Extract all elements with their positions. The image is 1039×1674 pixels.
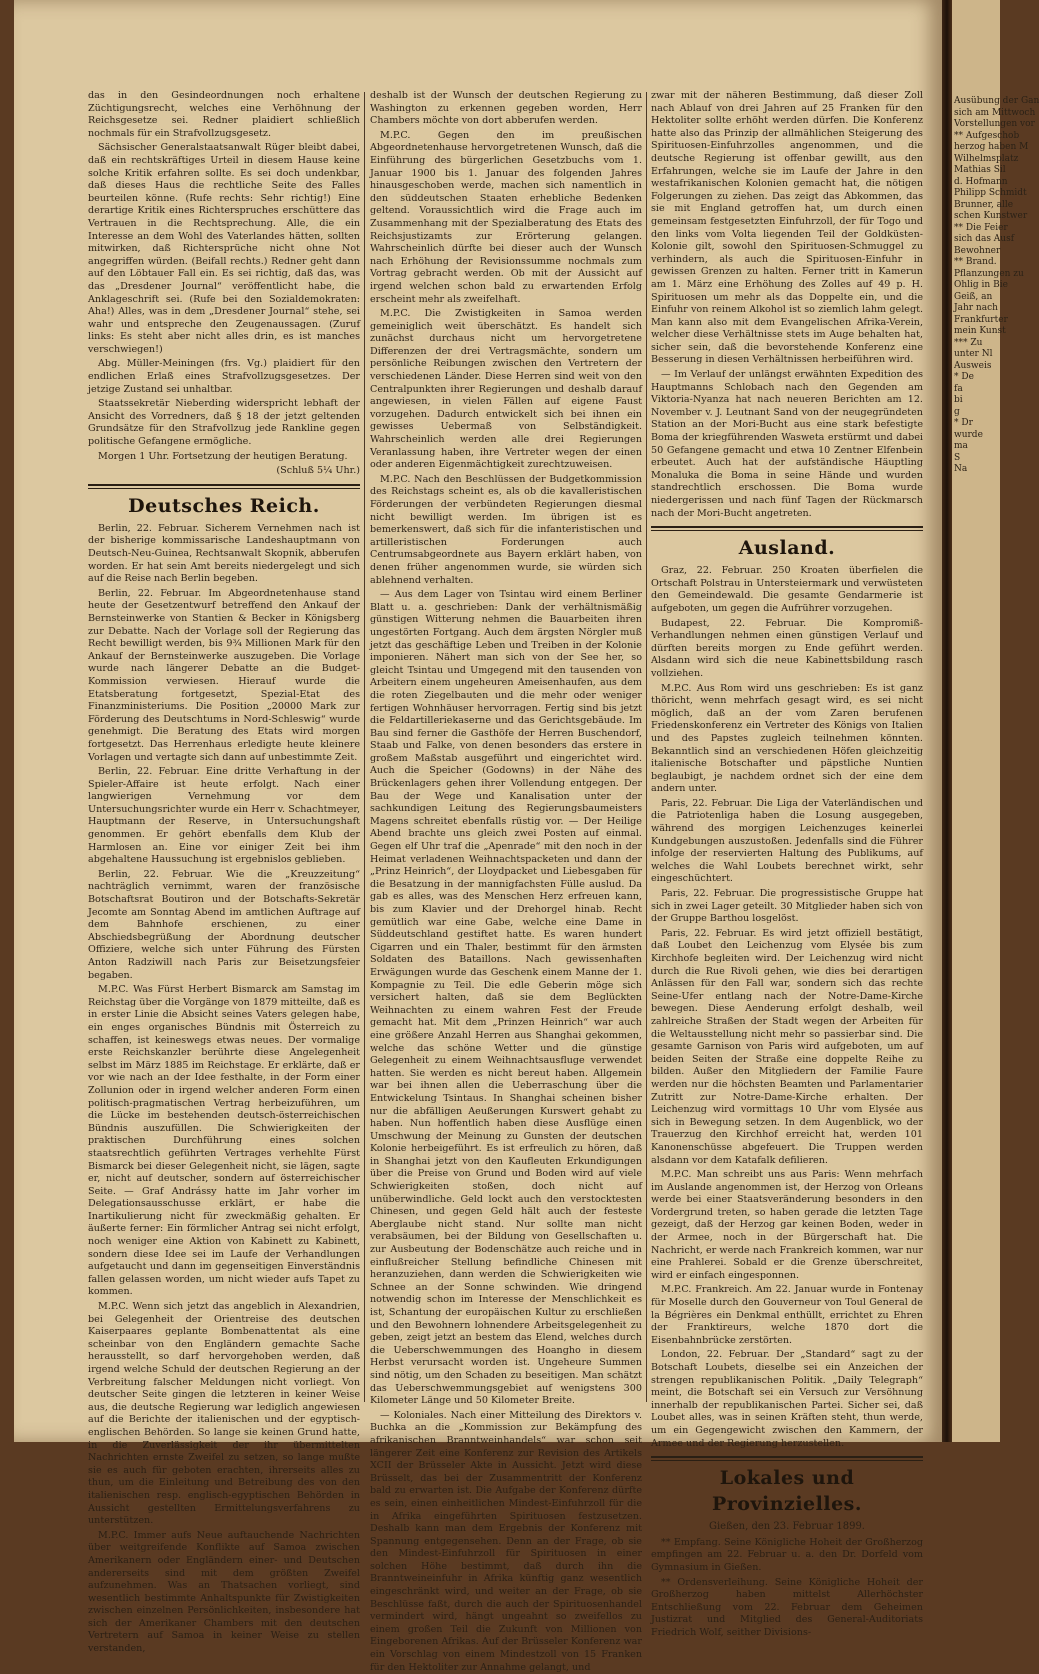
edge-text-line: ** Aufgeschob (954, 130, 1020, 141)
section-rule (88, 484, 360, 489)
edge-text-line: Geiß, an (954, 291, 993, 302)
edge-text-line: ** Brand. (954, 257, 997, 267)
news-item: Berlin, 22. Februar. Wie die „Kreuzzeitung“ nachträglich vernimmt, waren der französische Botschaftsrat Boutiron und der Botschafts-Sekretär Jecomte am Sonntag Abend im amtlichen Auftrage auf dem Bahnhofe erschienen, zu einer Abschiedsbegrüßung der Abordnung deutscher Offiziere, welche sich unter Führung des Fürsten Anton Radziwill nach Paris zur Beisetzungsfeier begaben. (88, 868, 360, 981)
edge-text-line: * De (954, 372, 974, 382)
article-paragraph: Staatssekretär Nieberding widerspricht lebhaft der Ansicht des Vorredners, daß § 18 der jetzt geltenden Grundsätze für den Strafvollzug jede Rankline gegen politische Gefangene ermögliche. (88, 398, 360, 448)
edge-text-line: g (954, 406, 960, 417)
edge-text-line: ma (954, 441, 968, 451)
book-gutter (942, 0, 952, 1442)
edge-text-line: Mathias Sil (954, 165, 1006, 175)
column-divider (646, 92, 647, 1402)
edge-text-line: ** Die Feier (954, 222, 1008, 233)
article-paragraph: Sächsischer Generalstaatsanwalt Rüger bleibt dabei, daß ein rechtskräftiges Urteil in diesem Hause keine solche Kritik erfahren sollte. Es sei doch undenkbar, daß dieses Haus die rechtliche Seite des Falles beurteilen könne. (Rufe rechts: Sehr richtig!) Eine derartige Kritik eines Richterspruches erschüttere das Vertrauen in die Rechtsprechung. Alle, die ein Interesse an dem Wohl des Vaterlandes hätten, sollten mitwirken, daß Richtersprüche nicht ohne Not angegriffen würden. (Beifall rechts.) Redner geht dann auf den Löbtauer Fall ein. Es sei richtig, daß das, was das „Dresdener Journal“ veröffentlicht habe, die Anklageschrift sei. (Rufe bei den Sozialdemokraten: Aha!) Alles, was in dem „Dresdener Journal“ stehe, sei wahr und entspreche den Zeugenaussagen. (Zuruf links: Es steht aber nicht alles drin, es ist manches verschwiegen!) (88, 142, 360, 355)
dateline: Gießen, den 23. Februar 1899. (708, 1521, 865, 1533)
edge-text-line: * Dr (954, 418, 973, 428)
edge-text-line: Brunner, alle (954, 199, 1014, 210)
section-heading-deutsches-reich: Deutsches Reich. (128, 494, 320, 517)
news-item: ** Ordensverleihung. Seine Königliche Hoheit der Großherzog haben mittelst Allerhöchster Entschließung vom 22. Februar dem Geheimen Justizrat und Mitglied des General-Auditoriats Friedrich Wolf, seither Divisions- (651, 1576, 923, 1638)
column-1 (88, 90, 360, 1655)
edge-text-line: mein Kunst (954, 326, 1006, 336)
news-item: Berlin, 22. Februar. Eine dritte Verhaftung in der Spieler-Affaire ist heute erfolgt. Nach einer langwierigen Vernehmung vor dem Untersuchungsrichter wurde ein Herr v. Schachtmeyer, Hauptmann der Reserve, in Untersuchungshaft genommen. Er gehört ebenfalls dem Klub der Harmlosen an. Eine vor einiger Zeit bei ihm abgehaltene Haussuchung ist ergebnislos geblieben. (88, 766, 360, 866)
edge-text-line: schen Kunstwer (954, 211, 1028, 221)
column-divider (364, 92, 365, 1402)
news-item: Graz, 22. Februar. 250 Kroaten überfielen die Ortschaft Polstrau in Untersteiermark und verwüsteten den Gemeindewald. Die gesamte Gendarmerie ist aufgeboten, um gegen die Aufrührer vorzugehen. (651, 565, 923, 614)
adjacent-page-edge (952, 0, 1039, 1442)
edge-text-line: Na (954, 464, 968, 474)
column-2 (370, 90, 642, 1673)
section-heading-ausland: Ausland. (738, 537, 836, 560)
edge-text-line: Vorstellungen vor (954, 119, 1035, 129)
edge-text-line: wurde (954, 429, 983, 440)
news-item: — Aus dem Lager von Tsintau wird einem Berliner Blatt u. a. geschrieben: Dank der verhältnismäßig günstigen Witterung nehmen die Bauarbeiten ihren ungestörten Fortgang. Auch dem ärgsten Nörgler muß jetzt das geschäftige Leben und Treiben in der Kolonie imponieren. Nähert man sich von der See her, so gleicht Tsintau und Umgegend mit den tausenden von Arbeitern einem ungeheuren Ameisenhaufen, aus dem die roten Ziegelbauten und die mehr oder weniger fertigen Wohnhäuser hervorragen. Fertig sind bis jetzt die Feldartilleriekaserne und das Gerichtsgebäude. Im Bau sind ferner die Gasthöfe der Herren Buschendorf, Staab und Falke, von denen besonders das erstere in großem Maßstab ausgeführt und eingerichtet wird. Auch die Speicher (Godowns) in der Nähe des Brückenlagers gehen ihrer Vollendung entgegen. Der Bau der Wege und Kanalisation unter der sachkundigen Leitung des Regierungsbaumeisters Magens schreitet ebenfalls rüstig vor. — Der Heilige Abend brachte uns gleich zwei Posten auf einmal. Gegen elf Uhr traf die „Apenrade“ mit den noch in der Heimat verladenen Weihnachtspacketen und dann der „Prinz Heinrich“, der Lloydpacket und Liebesgaben für die Besatzung in der mannigfachsten Fülle auslud. Da gab es alles, was des Menschen Herz erfreuen kann, bis zum Klavier und der Drehorgel hinab. Recht gemütlich war eine Gabe, welche eine Dame in Süddeutschland gestiftet hatte. Es waren hundert Cigarren und ein Thaler, bestimmt für den ärmsten Soldaten des Bataillons. Nach gewissenhaften Erwägungen wurde das Geschenk einem Manne der 1. Kompagnie zu Teil. Die edle Geberin möge sich versichert halten, daß sie dem Beglückten Weihnachten zu einem wahren Fest der Freude gemacht hat. Mit dem „Prinzen Heinrich“ war auch eine größere Anzahl Herren aus Shanghai gekommen, welche das schöne Wetter und die günstige Gelegenheit zu einem Weihnachtsausfluge verwendet hatten. Sie werden es nicht bereut haben. Allgemein war bei ihnen allen die Ueberraschung über die Entwickelung Tsintaus. In Shanghai scheinen bisher nur die abfälligen Aeußerungen Kurswert gehabt zu haben. Nun hoffentlich haben diese Ausflüge einen Umschwung der Meinung zu Gunsten der deutschen Kolonie herbeigeführt. Es ist erfreulich zu hören, daß in Shanghai jetzt von den Kaufleuten Erkundigungen über die Preise von Grund und Boden wird auf viele Schwierigkeiten stoßen, doch nicht auf unüberwindliche. Geld lockt auch den verstocktesten Chinesen, und gegen Geld hält auch der festeste Aberglaube nicht stand. Nur sollte man nicht verabsäumen, bei der Bildung von Gesellschaften u. zur Ausbeutung der Bodenschätze auch reiche und in einflußreicher Stellung befindliche Chinesen mit heranzuziehen, dann werden die Schwierigkeiten wie Schnee an der Sonne schwinden. Wie dringend notwendig schon im Interesse der Menschlichkeit es ist, Schantung der europäischen Kultur zu erschließen und den Bewohnern lohnendere Arbeitsgelegenheit zu geben, zeigt jetzt an bestem das Elend, welches durch die Ueberschwemmungen des Hoangho in diesem Herbst verursacht worden ist. Ungeheure Summen sind nötig, um den Schaden zu beseitigen. Man schätzt das Ueberschwemmungsgebiet auf wenigstens 300 Kilometer Länge und 50 Kilometer Breite. (370, 589, 642, 1407)
news-item: M.P.C. Nach den Beschlüssen der Budgetkommission des Reichstags scheint es, als ob die kavalleristischen Förderungen der verbündeten Regierungen diesmal nicht bewilligt werden. Im übrigen ist es bemerkenswert, daß sich für die infanteristischen und artilleristischen Forderungen auch Centrumsabgeordnete aus Bayern erklärt haben, von denen früher angenommen wurde, sie würden sich ablehnend verhalten. (370, 473, 642, 586)
news-item: Paris, 22. Februar. Es wird jetzt offiziell bestätigt, daß Loubet den Leichenzug vom Elysée bis zum Kirchhofe begleiten wird. Der Leichenzug wird nicht durch die Rue Rivoli gehen, wie dies bei derartigen Anlässen für den Fall war, sondern sich das rechte Seine-Ufer entlang nach der Notre-Dame-Kirche bewegen. Diese Aenderung erfolgt deshalb, weil zahlreiche Straßen der Stadt wegen der Arbeiten für die Weltausstellung nicht mehr so passierbar sind. Die gesamte Garnison von Paris wird aufgeboten, um auf beiden Seiten der Straße eine doppelte Reihe zu bilden. Außer den Mitgliedern der Familie Faure werden nur die höchsten Beamten und Parlamentarier Zutritt zur Notre-Dame-Kirche erhalten. Der Leichenzug wird vormittags 10 Uhr vom Elysée aus sich in Bewegung setzen. In dem Augenblick, wo der Trauerzug den Kirchhof erreicht hat, werden 101 Kanonenschüsse abgefeuert. Die Truppen werden alsdann vor dem Katafalk defilieren. (651, 927, 923, 1166)
article-paragraph: Morgen 1 Uhr. Fortsetzung der heutigen Beratung. (98, 450, 348, 462)
news-item: London, 22. Februar. Der „Standard“ sagt zu der Botschaft Loubets, dieselbe sei ein Anzeichen der strengen republikanischen Politik. „Daily Telegraph“ meint, die Botschaft sei ein Versuch zur Versöhnung innerhalb der republikanischen Partei. Sicher sei, daß Loubet alles, was in seinen Kräften steht, thun werde, um ein Gegengewicht zwischen den Kammern, der Armee und der Regierung herzustellen. (651, 1349, 923, 1449)
news-item: — Koloniales. Nach einer Mitteilung des Direktors v. Buchka an die „Kommission zur Bekämpfung des afrikanischen Branntweinhandels“ war schon seit längerer Zeit eine Konferenz zur Revision des Artikels XCII der Brüsseler Akte in Aussicht. Jetzt wird diese Brüsselt, das bei der Zusammentritt der Konferenz bald zu erwarten ist. Die Aufgabe der Konferenz dürfte es sein, einen einheitlichen Mindest-Einfuhrzoll für die in Afrika eingeführten Spirituosen festzusetzen. Deshalb kann man dem Ergebnis der Konferenz mit Spannung entgegensehen. Denn an der Frage, ob sie den Mindest-Einfuhrzoll für Spirituosen in einer solchen Höhe bestimmt, daß durch ihn die Branntweineinfuhr in Afrika künftig ganz wesentlich eingeschränkt wird, und weiter an der Frage, ob sie Beschlüsse faßt, durch die auch der Spirituosenhandel vermindert wird, hängt ungeahnt so zweifellos zu einem großen Teil die Zukunft von Millionen von Eingeborenen Afrikas. Auf der Brüsseler Konferenz war ein Vorschlag von einem Mindestzoll von 15 Franken für den Hektoliter zur Annahme gelangt, und (370, 1409, 642, 1673)
edge-text-line: *** Zu (954, 337, 983, 348)
session-end-note: (Schluß 5¼ Uhr.) (276, 465, 360, 477)
edge-text-line: herzog haben M (954, 142, 1029, 152)
news-item: M.P.C. Was Fürst Herbert Bismarck am Samstag im Reichstag über die Vorgänge von 1879 mitteilte, daß es in erster Linie die Absicht seines Vaters gelegen habe, ein enges organisches Bündnis mit Österreich zu schaffen, ist keineswegs etwas neues. Der vormalige erste Reichskanzler berührte diese Angelegenheit selbst im März 1885 im Reichstage. Er erklärte, daß er vor wie nach an der Idee festhalte, in der Form einer Zollunion oder in irgend welcher anderen Form einen politisch-pragmatischen Vertrag herbeizuführen, um die Lücke im bestehenden deutsch-österreichischen Bündnis auszufüllen. Die Schwierigkeiten der praktischen Durchführung eines solchen staatsrechtlich geführten Vertrages verhehlte Fürst Bismarck bei dieser Gelegenheit nicht, sie lägen, sagte er, nicht auf deutscher, sondern auf österreichischer Seite. — Graf Andrássy hatte im Jahr vorher im Delegationsausschusse erklärt, er habe die Inartikulierung nicht für zweckmäßig gehalten. Er äußerte ferner: Ein förmlicher Antrag sei nicht erfolgt, noch weniger eine Aktion von Kabinett zu Kabinett, sondern diese Idee sei im Laufe der Verhandlungen aufgetaucht und dann im gegenseitigen Einverständnis fallen gelassen worden, um nicht wieder aufs Tapet zu kommen. (88, 984, 360, 1298)
news-item: Paris, 22. Februar. Die progressistische Gruppe hat sich in zwei Lager geteilt. 30 Mitglieder haben sich von der Gruppe Barthou losgelöst. (651, 888, 923, 925)
edge-text-line: unter Nl (954, 349, 993, 359)
edge-text-line: d. Hofmann (954, 176, 1008, 187)
edge-text-line: Ausweis (954, 360, 992, 371)
section-rule (651, 526, 923, 531)
section-heading-lokales: Lokales und Provinzielles. (712, 1467, 862, 1516)
edge-text-line: fa (954, 383, 963, 394)
edge-text-line: bi (954, 395, 963, 405)
news-item: Berlin, 22. Februar. Im Abgeordnetenhause stand heute der Gesetzentwurf betreffend den Ankauf der Bernsteinwerke von Stantien & Becker in Königsberg zur Debatte. Nach der Vorlage soll der Regierung das Recht bewilligt werden, bis 9¾ Millionen Mark für den Ankauf der Bernsteinwerke auszugeben. Die Vorlage wurde nach längerer Debatte an die Budget-Kommission verwiesen. Hierauf wurde die Etatsberatung fortgesetzt, Spezial-Etat des Finanzministeriums. Die Position „20000 Mark zur Förderung des Deutschtums in Nord-Schleswig“ wurde genehmigt. Die Beratung des Etats wird morgen fortgesetzt. Das Herrenhaus erledigte heute kleinere Vorlagen und vertagte sich dann auf unbestimmte Zeit. (88, 587, 360, 763)
edge-text-line: Ohlig in Bie (954, 280, 1008, 290)
news-item: M.P.C. Aus Rom wird uns geschrieben: Es ist ganz thöricht, wenn mehrfach gesagt wird, es sei nicht möglich, daß an der vom Zaren berufenen Friedenskonferenz ein Vertreter des Königs von Italien und des Papstes zugleich teilnehmen könnten. Bekanntlich sind an verschiedenen Höfen gleichzeitig italienische Botschafter und päpstliche Nuntien beglaubigt, je nachdem ordnet sich der eine dem andern unter. (651, 682, 923, 795)
edge-text-line: S (954, 452, 961, 463)
news-item: Paris, 22. Februar. Die Liga der Vaterländischen und die Patriotenliga haben die Losung ausgegeben, während des morgigen Leichenzuges keinerlei Kundgebungen auszustoßen. Jedenfalls sind die Führer infolge der reservierten Haltung des Publikums, auf welches die Wahl Loubets berechnet wirkt, sehr eingeschüchtert. (651, 797, 923, 885)
news-item: M.P.C. Immer aufs Neue auftauchende Nachrichten über weitgreifende Konflikte auf Samoa zwischen Amerikanern oder Engländern einer- und Deutschen andererseits sind mit dem größten Zweifel aufzunehmen. Was an Thatsachen vorliegt, sind wesentlich bestimmte Anhaltspunkte für Zwistigkeiten zwischen einzelnen Persönlichkeiten, insbesondere hat sich der Amerikaner Chambers mit den deutschen Vertretern auf Samoa in keiner Weise zu stellen verstanden, (88, 1529, 360, 1655)
edge-text-line: Frankfurter (954, 314, 1008, 325)
edge-text-line: Philipp Schmidt (954, 188, 1027, 198)
news-item: — Im Verlauf der unlängst erwähnten Expedition des Hauptmanns Schlobach nach den Gegenden am Viktoria-Nyanza hat nach neueren Berichten am 12. November v. J. Leutnant Sand von der neugegründeten Station an der Mori-Bucht aus eine stark befestigte Boma der kriegführenden Wasweta erstürmt und dabei 50 Gefangene gemacht und etwa 10 Zentner Elfenbein erbeutet. Auch hat der aufständische Häuptling Monaluka die Boma in seine Hände und wurden standrechtlich erschossen. Die Boma wurde niedergerissen und nach fünf Tagen der Rückmarsch nach der Mori-Bucht angetreten. (651, 369, 923, 519)
article-paragraph: das in den Gesindeordnungen noch erhaltene Züchtigungsrecht, welches eine Verhöhnung der Reichsgesetze sei. Redner plaidiert schließlich nochmals für ein Strafvollzugsgesetz. (88, 90, 360, 139)
edge-text-line: sich das Ausf (954, 234, 1015, 244)
edge-text-line: Jahr nach (954, 303, 998, 313)
news-item: M.P.C. Wenn sich jetzt das angeblich in Alexandrien, bei Gelegenheit der Orientreise des deutschen Kaiserpaares geplante Bombenattentat als eine scheinbar von den Engländern gemachte Sache herausstellt, so darf hervorgehoben werden, daß irgend welche Schuld der deutschen Regierung an der Verbreitung falscher Meldungen nicht vorliegt. Von deutscher Seite gingen die letzteren in keiner Weise aus, die deutsche Regierung war lediglich angewiesen auf die Berichte der italienischen und der egyptisch-englischen Behörden. So lange sie keinen Grund hatte, in die Zuverlässigkeit der ihr übermittelten Nachrichten ernste Zweifel zu setzen, so lange mußte sie es auch für geboten erachten, ihrerseits alles zu thun, um die Einleitung und Betreibung des von den italienischen resp. englisch-egyptischen Behörden in Aussicht gestellten Ermittelungsverfahrens zu unterstützen. (88, 1301, 360, 1527)
section-rule (651, 1456, 923, 1461)
edge-text-line: Pflanzungen zu (954, 268, 1024, 279)
edge-text-line: Bewohner (954, 245, 1001, 256)
news-item: M.P.C. Man schreibt uns aus Paris: Wenn mehrfach im Auslande angenommen ist, der Herzog von Orleans werde bei einer Staatsveränderung besonders in den Vordergrund treten, so haben gerade die letzten Tage gezeigt, daß der Herzog gar keinen Boden, weder in der Armee, noch in der Bürgerschaft hat. Die Nachricht, er werde nach Frankreich kommen, war nur eine Prahlerei. Sobald er die Grenze überschreitet, wird er einfach eingesponnen. (651, 1169, 923, 1281)
news-item: ** Empfang. Seine Königliche Hoheit der Großherzog empfingen am 22. Februar u. a. den Dr. Dorfeld vom Gymnasium in Gießen. (651, 1536, 923, 1573)
article-paragraph: Abg. Müller-Meiningen (frs. Vg.) plaidiert für den endlichen Erlaß eines Strafvollzugsgesetzes. Der jetzige Zustand sei unhaltbar. (88, 358, 360, 395)
news-item: M.P.C. Gegen den im preußischen Abgeordnetenhause hervorgetretenen Wunsch, daß die Einführung des bürgerlichen Gesetzbuchs vom 1. Januar 1900 bis 1. Januar des folgenden Jahres hinausgeschoben werde, machen sich namentlich in den süddeutschen Staaten erhebliche Bedenken geltend. Voraussichtlich wird die Frage auch im Zusammenhang mit der Spezialberatung des Etats des Reichsjustizamts zur Erörterung gelangen. Wahrscheinlich dürfte bei dieser auch der Wunsch nach Erhöhung der Revisionssumme nochmals zum Vortrag gebracht werden. Ob mit der Aussicht auf irgend welchen schon bald zu erwartenden Erfolg erscheint mehr als zweifelhaft. (370, 129, 642, 305)
news-item: M.P.C. Die Zwistigkeiten in Samoa werden gemeiniglich weit überschätzt. Es handelt sich zunächst durchaus nicht um hervorgetretene Differenzen der drei Vertragsmächte, sondern um persönliche Reibungen zwischen den Vertretern der verschiedenen Länder. Diese Herren sind weit von den Centralpunkten ihrer Regierungen und deshalb darauf angewiesen, in vielen Fällen auf eigene Faust vorzugehen. Dadurch entwickelt sich bei ihnen ein gewisses Uebermaß von Selbständigkeit. Wahrscheinlich werden alle drei Regierungen Veranlassung haben, ihre Vertreter wegen der einen oder anderen Eigenmächtigkeit zurechtzuweisen. (370, 308, 642, 471)
news-item: deshalb ist der Wunsch der deutschen Regierung zu Washington zu erkennen gegeben worden, Herr Chambers möchte von dort abberufen werden. (370, 90, 642, 127)
edge-text-line: Wilhelmsplatz (954, 153, 1019, 164)
edge-text-line: Ausübung der Gan (954, 96, 1039, 106)
news-item: Budapest, 22. Februar. Die Kompromiß-Verhandlungen nehmen einen günstigen Verlauf und dürften bereits morgen zu Ende geführt werden. Alsdann wird sich die neue Kabinettsbildung rasch vollziehen. (651, 617, 923, 679)
column-3 (651, 90, 923, 1638)
news-item: zwar mit der näheren Bestimmung, daß dieser Zoll nach Ablauf von drei Jahren auf 25 Franken für den Hektoliter sollte erhöht werden dürfen. Die Konferenz hatte also das Prinzip der allmählichen Steigerung des Spirituosen-Einfuhrzolles angenommen, und die deutsche Regierung ist offenbar gewillt, aus den Erfahrungen, welche sie im Laufe der Jahre in den westafrikanischen Kolonien gemacht hat, die nötigen Folgerungen zu ziehen. Das zeigt das Abkommen, das sie mit England getroffen hat, um durch einen gemeinsam festgesetzten Einfuhrzoll, der für Togo und den links vom Volta liegenden Teil der Goldküsten-Kolonie gilt, sowohl den Spirituosen-Schmuggel zu verhindern, als auch die Spirituosen-Einfuhr in gewissen Grenzen zu halten. Ferner tritt in Kamerun am 1. März eine Erhöhung des Zolles auf 49 p. H. Spirituosen um mehr als das Doppelte ein, und die Einfuhr von reinem Alkohol ist so ziemlich lahm gelegt. Man kann also mit dem Evangelischen Afrika-Verein, welcher diese Verhältnisse stets im Auge behalten hat, sicher sein, daß die bevorstehende Konferenz eine Besserung in diesen Verhältnissen herbeiführen wird. (651, 90, 923, 366)
news-item: Berlin, 22. Februar. Sicherem Vernehmen nach ist der bisherige kommissarische Landeshauptmann von Deutsch-Neu-Guinea, Rechtsanwalt Skopnik, abberufen worden. Er hat sein Amt bereits niedergelegt und sich auf die Reise nach Berlin begeben. (88, 522, 360, 585)
edge-text-line: sich am Mittwoch (954, 107, 1036, 118)
newspaper-page (14, 0, 942, 1673)
news-item: M.P.C. Frankreich. Am 22. Januar wurde in Fontenay für Moselle durch den Gouverneur von Toul General de la Bégrières ein Denkmal enthüllt, errichtet zu Ehren der Franktireurs, welche 1870 dort die Eisenbahnbrücke zerstörten. (651, 1284, 923, 1346)
